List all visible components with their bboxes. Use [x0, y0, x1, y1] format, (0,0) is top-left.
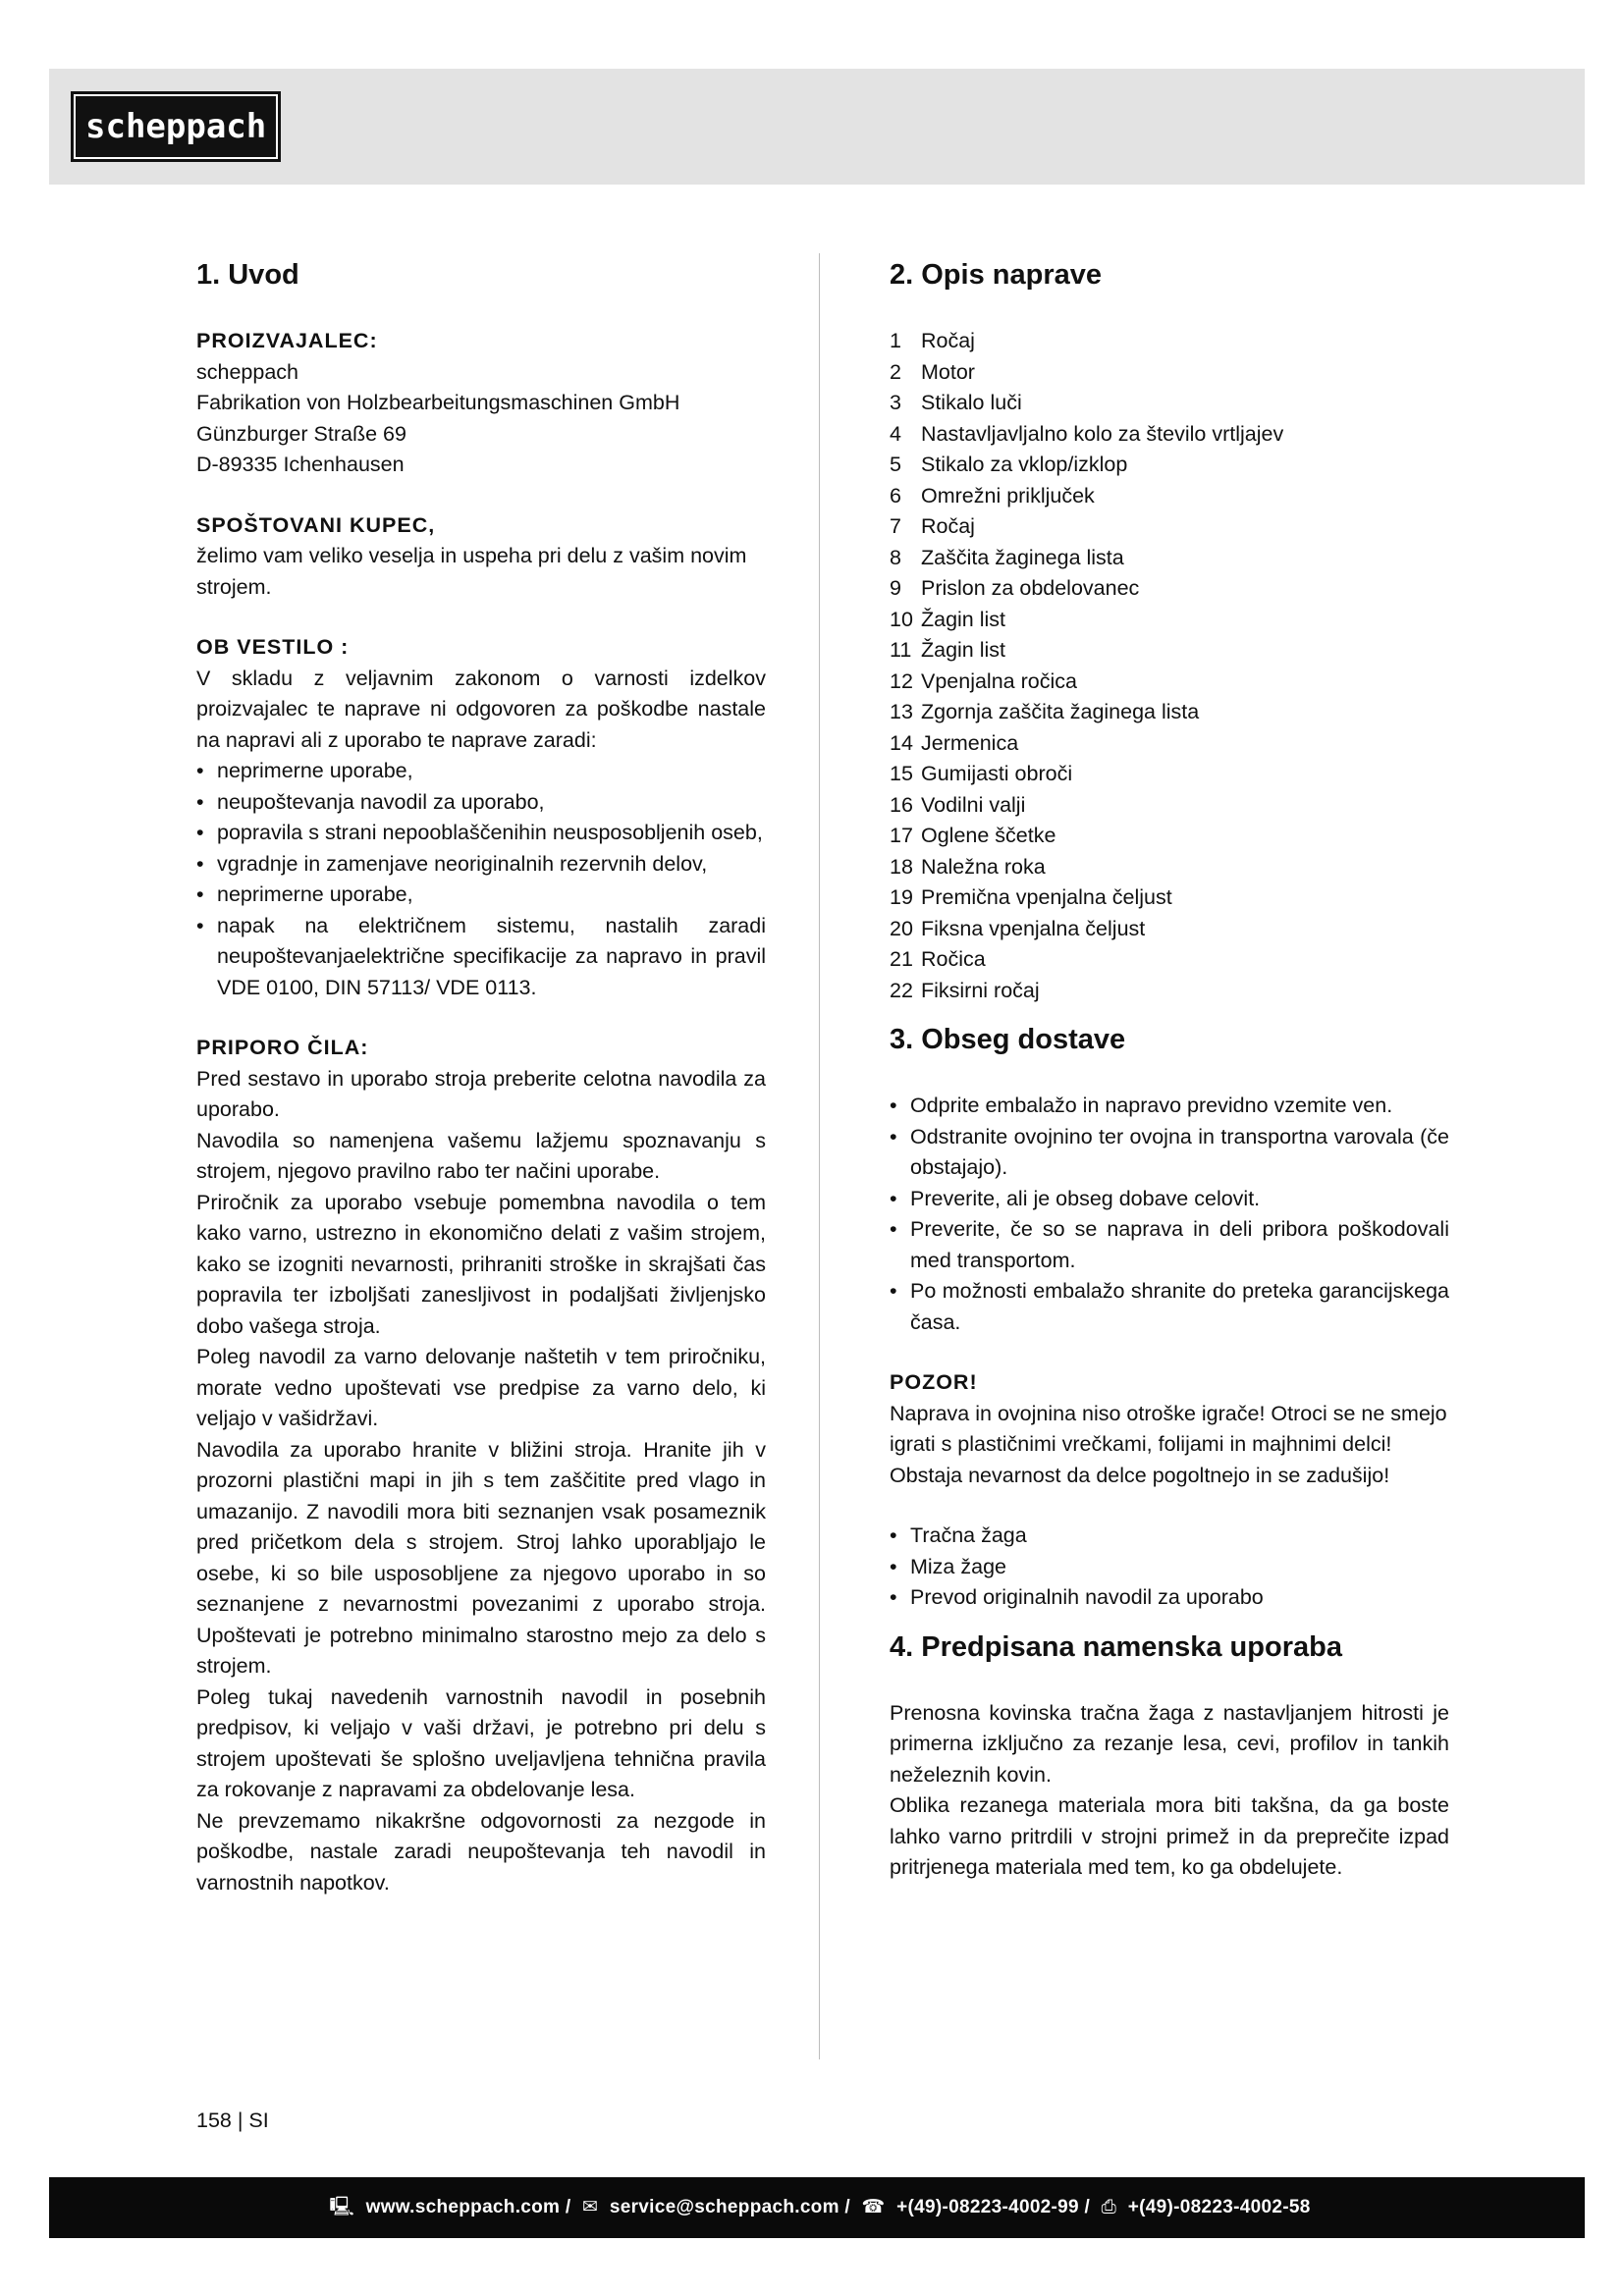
list-item: • napak na električnem sistemu, nastalih zaradi neupoštevanjaelektrične specifikacije za napravo in pravil VDE 0100, DIN 57113/ VDE 0113. — [196, 911, 766, 1004]
delivery-items-list — [890, 1521, 1449, 1614]
part-label: Jermenica — [920, 730, 1019, 755]
part-label: Gumijasti obroči — [920, 762, 1073, 785]
part-label: Žagin list — [920, 638, 1006, 662]
part-label: Fiksna vpenjalna čeljust — [920, 916, 1146, 940]
part-number: 5 — [890, 453, 901, 476]
phone-icon: ☎ — [861, 2197, 886, 2217]
parts-list-item — [890, 357, 1449, 389]
caution-label: POZOR! — [890, 1370, 978, 1394]
parts-list-item — [890, 759, 1449, 790]
parts-list-item — [890, 450, 1449, 481]
parts-list-item — [890, 976, 1449, 1007]
part-number: 3 — [890, 391, 901, 414]
part-label: Prislon za obdelovanec — [920, 576, 1140, 600]
list-item: • neupoštevanja navodil za uporabo, — [196, 787, 766, 819]
part-label: Nastavljavljalno kolo za število vrtljajev — [920, 421, 1284, 446]
parts-list — [890, 326, 1449, 1006]
part-number: 6 — [890, 483, 901, 507]
right-column — [890, 257, 1449, 1884]
section-2-title: 2. Opis naprave — [890, 259, 1102, 291]
recommendation-label: PRIPORO ČILA: — [196, 1036, 369, 1059]
parts-list-item — [890, 882, 1449, 914]
parts-list-item — [890, 388, 1449, 419]
footer-web-link[interactable]: www.scheppach.com / — [365, 2197, 571, 2217]
page-footer — [49, 2177, 1585, 2238]
part-label: Naležna roka — [920, 854, 1046, 879]
customer-text: želimo vam veliko veselja in uspeha pri delu z vašim novim strojem. — [196, 544, 747, 599]
page-number: 158 | SI — [196, 2109, 269, 2132]
parts-list-item — [890, 852, 1449, 883]
mail-icon: ✉ — [582, 2197, 599, 2217]
left-column — [196, 257, 766, 1898]
part-number: 13 — [890, 700, 913, 723]
section-4-title: 4. Predpisana namenska uporaba — [890, 1630, 1342, 1663]
part-number: 12 — [890, 668, 913, 693]
part-number: 10 — [890, 607, 913, 631]
list-item: • vgradnje in zamenjave neoriginalnih rezervnih delov, — [196, 849, 766, 881]
part-label: Ročaj — [920, 514, 975, 538]
paragraph: Poleg tukaj navedenih varnostnih navodil in posebnih predpisov, ki veljajo v vaši državi, je potrebno pri delu s strojem upoštevati še splošno uveljavljena tehnična pravila za rokovanje z napravami za obdelovanje lesa. — [196, 1684, 766, 1801]
section-1-title: 1. Uvod — [196, 259, 299, 291]
computer-icon: 🖳 — [329, 2197, 355, 2217]
parts-list-item — [890, 944, 1449, 976]
list-item: • Prevod originalnih navodil za uporabo — [890, 1582, 1449, 1614]
paragraph: Navodila za uporabo hranite v bližini stroja. Hranite jih v prozorni plastični mapi in jih s tem zaščitite pred vlago in umazanijo. Z navodili mora biti seznanjen vsak posameznik pred pričetkom dela s strojem. Stroj lahko uporabljajo le osebe, ki so bile usposobljene za njegovo uporabo in so seznanjene z nevarnostmi povezanimi z uporabo stroja. Upoštevati je potrebno minimalno starostno mejo za delo s strojem. — [196, 1437, 766, 1678]
list-item: • Preverite, če so se naprava in deli pribora poškodovali med transportom. — [890, 1214, 1449, 1276]
parts-list-item — [890, 573, 1449, 605]
caution-block — [890, 1367, 1449, 1491]
part-number: 17 — [890, 824, 913, 847]
paragraph: Poleg navodil za varno delovanje naštetih v tem priročniku, morate vedno upoštevati vse predpise za varno delo, ki veljajo v vašidržavi. — [196, 1345, 766, 1430]
page-header — [49, 69, 1585, 185]
list-item: • Odprite embalažo in napravo previdno vzemite ven. — [890, 1091, 1449, 1122]
notice-block — [196, 632, 766, 1003]
list-item: • Tračna žaga — [890, 1521, 1449, 1552]
parts-list-item — [890, 419, 1449, 451]
paragraph: Priročnik za uporabo vsebuje pomembna navodila o tem kako varno, ustrezno in ekonomično delati z vašim strojem, kako se izogniti nevarnosti, prihraniti stroške in skrajšati čas popravila ter izboljšati zanesljivost in podaljšati življenjsko dobo vašega stroja. — [196, 1190, 766, 1338]
parts-list-item — [890, 326, 1449, 357]
part-number: 16 — [890, 792, 913, 817]
paragraph: Oblika rezanega materiala mora biti takšna, da ga boste lahko varno pritrdili v strojni primež in da preprečite izpad pritrjenega materiala med tem, ko ga obdelujete. — [890, 1793, 1449, 1879]
fax-icon: ⎙ — [1101, 2197, 1117, 2217]
list-item: • Miza žage — [890, 1552, 1449, 1583]
part-label: Stikalo luči — [920, 391, 1022, 414]
delivery-steps-list — [890, 1091, 1449, 1338]
customer-label: SPOŠTOVANI KUPEC, — [196, 512, 436, 537]
part-label: Vpenjalna ročica — [920, 668, 1077, 693]
part-label: Omrežni priključek — [920, 483, 1095, 507]
list-item: • Po možnosti embalažo shranite do preteka garancijskega časa. — [890, 1276, 1449, 1338]
parts-list-item — [890, 511, 1449, 543]
list-item: • Odstranite ovojnino ter ovojna in transportna varovala (če obstajajo). — [890, 1122, 1449, 1184]
notice-intro: V skladu z veljavnim zakonom o varnosti izdelkov proizvajalec te naprave ni odgovoren za poškodbe nastale na napravi ali z uporabo te naprave zaradi: — [196, 666, 766, 752]
notice-label: OB VESTILO : — [196, 635, 350, 659]
part-label: Premična vpenjalna čeljust — [920, 885, 1172, 909]
part-number: 18 — [890, 854, 913, 879]
parts-list-item — [890, 605, 1449, 636]
paragraph: Ne prevzemamo nikakršne odgovornosti za nezgode in poškodbe, nastale zaradi neupoštevanja teh navodil in varnostnih napotkov. — [196, 1808, 766, 1895]
part-number: 8 — [890, 545, 901, 569]
footer-email-link[interactable]: service@scheppach.com / — [609, 2197, 850, 2217]
parts-list-item — [890, 728, 1449, 760]
customer-block — [196, 510, 766, 604]
parts-list-item — [890, 914, 1449, 945]
manufacturer-block — [196, 326, 766, 481]
part-label: Zaščita žaginega lista — [920, 545, 1124, 569]
part-number: 1 — [890, 329, 901, 352]
recommendation-block — [196, 1033, 766, 1898]
part-label: Stikalo za vklop/izklop — [920, 453, 1128, 476]
part-number: 2 — [890, 359, 901, 384]
caution-text: Naprava in ovojnina niso otroške igrače! Otroci se ne smejo igrati s plastičnimi vrečkami, folijami in majhnimi delci! Obstaja nevarnost da delce pogoltnejo in se zadušijo! — [890, 1401, 1447, 1487]
parts-list-item — [890, 697, 1449, 728]
part-label: Ročaj — [920, 329, 975, 352]
parts-list-item — [890, 790, 1449, 822]
section-3-title: 3. Obseg dostave — [890, 1024, 1126, 1055]
notice-list — [196, 756, 766, 1003]
column-divider — [819, 253, 820, 2059]
footer-fax: +(49)-08223-4002-58 — [1127, 2197, 1311, 2217]
list-item: • Preverite, ali je obseg dobave celovit. — [890, 1184, 1449, 1215]
part-label: Motor — [920, 359, 975, 384]
part-number: 20 — [890, 916, 913, 940]
parts-list-item — [890, 481, 1449, 512]
part-number: 14 — [890, 730, 913, 755]
part-label: Ročica — [920, 947, 986, 971]
manufacturer-line: D-89335 Ichenhausen — [196, 453, 405, 476]
parts-list-item — [890, 821, 1449, 852]
manufacturer-line: Fabrikation von Holzbearbeitungsmaschinen GmbH — [196, 391, 680, 414]
part-label: Zgornja zaščita žaginega lista — [920, 700, 1200, 723]
part-number: 19 — [890, 885, 913, 909]
part-number: 15 — [890, 762, 913, 785]
paragraph: Prenosna kovinska tračna žaga z nastavljanjem hitrosti je primerna izključno za rezanje lesa, cevi, profilov in tankih neželeznih kovin. — [890, 1700, 1449, 1787]
manufacturer-line: Günzburger Straße 69 — [196, 421, 406, 446]
parts-list-item — [890, 543, 1449, 574]
part-number: 22 — [890, 978, 913, 1002]
manufacturer-label: PROIZVAJALEC: — [196, 329, 378, 352]
parts-list-item — [890, 667, 1449, 698]
part-label: Žagin list — [920, 607, 1006, 631]
manufacturer-line: scheppach — [196, 359, 298, 384]
list-item: • popravila s strani nepooblaščenihin neusposobljenih oseb, — [196, 818, 766, 849]
part-label: Oglene ščetke — [920, 824, 1056, 847]
part-number: 4 — [890, 421, 901, 446]
part-number: 7 — [890, 514, 901, 538]
footer-phone: +(49)-08223-4002-99 / — [896, 2197, 1091, 2217]
scheppach-logo: scheppach — [71, 91, 281, 162]
usage-block — [890, 1698, 1449, 1884]
part-label: Fiksirni ročaj — [920, 978, 1040, 1002]
paragraph: Navodila so namenjena vašemu lažjemu spoznavanju s strojem, njegovo pravilno rabo ter načini uporabe. — [196, 1128, 766, 1183]
list-item: • neprimerne uporabe, — [196, 880, 766, 911]
part-number: 21 — [890, 947, 913, 971]
paragraph: Pred sestavo in uporabo stroja preberite celotna navodila za uporabo. — [196, 1066, 766, 1121]
list-item: • neprimerne uporabe, — [196, 756, 766, 787]
part-number: 9 — [890, 576, 901, 600]
part-label: Vodilni valji — [920, 792, 1026, 817]
parts-list-item — [890, 635, 1449, 667]
part-number: 11 — [890, 638, 912, 662]
